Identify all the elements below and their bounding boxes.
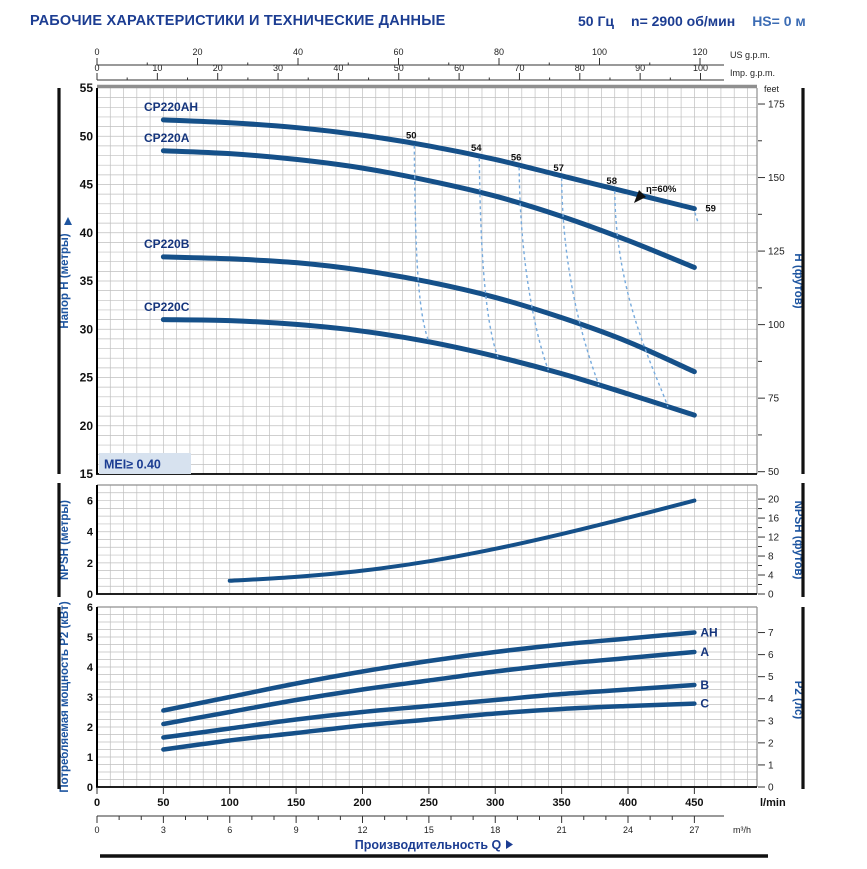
axis-labels [80, 81, 94, 794]
npsh-axis-title: NPSH (метры) [59, 499, 71, 581]
head-ft-tick-label: 125 [768, 246, 785, 258]
curve-label-CP220B: CP220B [144, 237, 190, 251]
curve-label-CP220C: CP220C [144, 300, 190, 314]
us-gpm-tick-label: 0 [94, 47, 100, 57]
npsh-ft-axis-title: NPSH (футов) [792, 500, 804, 580]
imp-gpm-tick-label: 40 [333, 63, 344, 73]
imp-gpm-tick-label: 30 [273, 63, 284, 73]
head-axis-tick-label: 15 [79, 467, 93, 481]
head-axis-arrow-icon [64, 217, 72, 225]
m3h-tick-label: 21 [556, 825, 567, 835]
imp-gpm-tick-label: 0 [94, 63, 100, 73]
head-axis-tick-label: 50 [79, 129, 93, 144]
head-ft-tick-label: 175 [768, 99, 785, 111]
p2-axis-tick-label: 5 [86, 632, 93, 644]
npsh-ft-tick-label: 4 [768, 570, 774, 582]
lpm-tick-label: 350 [552, 797, 571, 809]
npsh-ft-tick-label: 16 [768, 513, 780, 525]
p2-hp-tick-label: 4 [768, 694, 774, 706]
mei-badge: MEI≥ 0.40 [104, 457, 161, 472]
power-curve-label-AH: AH [700, 625, 718, 640]
power-chart [96, 607, 757, 787]
flow-axis-bottom [94, 788, 786, 856]
lpm-tick-label: 50 [157, 797, 170, 809]
imp-gpm-tick-label: 70 [514, 63, 525, 73]
lpm-tick-label: 100 [220, 797, 239, 809]
imp-gpm-tick-label: 50 [393, 63, 404, 73]
right-axes [758, 84, 785, 794]
power-curve-label-A: A [700, 645, 710, 659]
imp-gpm-tick-label: 20 [212, 63, 223, 73]
npsh-ft-tick-label: 20 [768, 494, 780, 506]
m3h-tick-label: 18 [490, 825, 501, 835]
npsh-ft-tick-label: 12 [768, 532, 780, 544]
m3h-tick-label: 6 [227, 825, 233, 835]
m3h-unit-label: m³/h [733, 825, 751, 835]
p2-hp-tick-label: 3 [768, 716, 774, 728]
page-title: РАБОЧИЕ ХАРАКТЕРИСТИКИ И ТЕХНИЧЕСКИЕ ДАННЫЕ [30, 13, 446, 29]
p2-hp-tick-label: 6 [768, 650, 774, 662]
lpm-tick-label: 300 [486, 797, 505, 809]
p2-hp-axis-title: P2 (лс) [792, 680, 804, 720]
npsh-axis-tick-label: 0 [86, 589, 93, 601]
us-gpm-tick-label: 100 [591, 47, 608, 57]
flow-axis-arrow-icon [506, 840, 513, 849]
p2-axis-tick-label: 2 [86, 722, 93, 734]
m3h-tick-label: 3 [160, 825, 166, 835]
efficiency-annotation: η=60% [646, 184, 677, 195]
speed-spec: n= 2900 об/мин [631, 13, 736, 29]
efficiency-label-57: 57 [553, 162, 564, 174]
p2-axis-tick-label: 1 [86, 752, 93, 764]
npsh-axis-tick-label: 2 [86, 557, 93, 570]
imp-gpm-tick-label: 60 [454, 63, 465, 73]
head-axis-tick-label: 25 [79, 370, 93, 385]
npsh-ft-tick-label: 0 [768, 589, 774, 601]
head-axis-tick-label: 40 [79, 225, 93, 240]
lpm-tick-label: 400 [618, 797, 638, 809]
m3h-tick-label: 24 [623, 825, 634, 835]
m3h-tick-label: 9 [293, 825, 299, 835]
lpm-tick-label: 0 [93, 797, 101, 809]
lpm-unit-label: l/min [760, 797, 786, 809]
npsh-ft-tick-label: 8 [768, 551, 774, 563]
npsh-chart [96, 485, 757, 594]
head-axis-tick-label: 30 [79, 322, 93, 337]
npsh-axis-tick-label: 6 [86, 495, 93, 508]
lpm-tick-label: 450 [685, 797, 704, 809]
npsh-axis-tick-label: 4 [86, 526, 93, 539]
imp-gpm-unit-label: Imp. g.p.m. [730, 68, 776, 78]
imp-gpm-tick-label: 80 [574, 63, 585, 73]
power-curve-label-B: B [700, 678, 710, 692]
p2-hp-tick-label: 2 [768, 738, 774, 750]
us-gpm-tick-label: 80 [494, 47, 505, 57]
m3h-tick-label: 27 [689, 825, 700, 835]
head-ft-axis-title: H (футов) [792, 253, 804, 309]
efficiency-label-59: 59 [705, 203, 716, 215]
p2-axis-tick-label: 4 [86, 662, 93, 674]
head-axis-tick-label: 20 [79, 418, 93, 433]
m3h-tick-label: 0 [94, 825, 100, 835]
imp-gpm-tick-label: 100 [692, 63, 709, 73]
curve-label-CP220AH: CP220AH [144, 100, 199, 114]
p2-hp-tick-label: 1 [768, 760, 774, 772]
head-axis-title: Напор H (метры) [59, 233, 71, 329]
p2-hp-tick-label: 5 [768, 672, 774, 684]
head-chart [96, 87, 757, 475]
head-ft-tick-label: 150 [768, 173, 785, 185]
power-curve-label-C: C [700, 696, 710, 711]
us-gpm-tick-label: 40 [292, 47, 304, 57]
head-axis-tick-label: 45 [79, 177, 93, 192]
flow-axis-title: Производительность Q [354, 838, 502, 852]
p2-hp-tick-label: 0 [768, 782, 774, 794]
efficiency-label-56: 56 [510, 152, 522, 164]
frequency-spec: 50 Гц [578, 13, 615, 29]
efficiency-label-50: 50 [405, 130, 417, 142]
imp-gpm-tick-label: 90 [635, 63, 646, 73]
lpm-tick-label: 200 [353, 797, 372, 809]
lpm-tick-label: 150 [286, 797, 306, 809]
m3h-tick-label: 15 [423, 825, 434, 835]
m3h-tick-label: 12 [357, 825, 368, 835]
head-ft-tick-label: 75 [768, 393, 780, 405]
p2-axis-tick-label: 6 [86, 602, 93, 614]
us-gpm-unit-label: US g.p.m. [730, 50, 771, 60]
head-axis-tick-label: 55 [79, 81, 93, 95]
efficiency-label-54: 54 [471, 143, 482, 155]
head-axis-tick-label: 35 [79, 274, 93, 288]
us-gpm-tick-label: 120 [692, 47, 708, 57]
flow-axis-top [94, 47, 775, 80]
us-gpm-tick-label: 20 [192, 47, 203, 57]
curve-label-CP220A: CP220A [144, 131, 190, 145]
feet-unit-label: feet [764, 84, 780, 94]
us-gpm-tick-label: 60 [393, 47, 404, 57]
p2-axis-tick-label: 0 [86, 782, 93, 794]
suction-head-spec: HS= 0 м [752, 13, 806, 29]
efficiency-label-58: 58 [606, 175, 618, 187]
p2-axis-tick-label: 3 [86, 692, 93, 704]
head-ft-tick-label: 50 [768, 467, 780, 479]
p2-axis-title: Потребляемая мощность P2 (кВт) [59, 601, 71, 793]
lpm-tick-label: 250 [419, 797, 439, 809]
imp-gpm-tick-label: 10 [152, 63, 163, 73]
head-ft-tick-label: 100 [768, 320, 785, 332]
p2-hp-tick-label: 7 [768, 628, 774, 640]
